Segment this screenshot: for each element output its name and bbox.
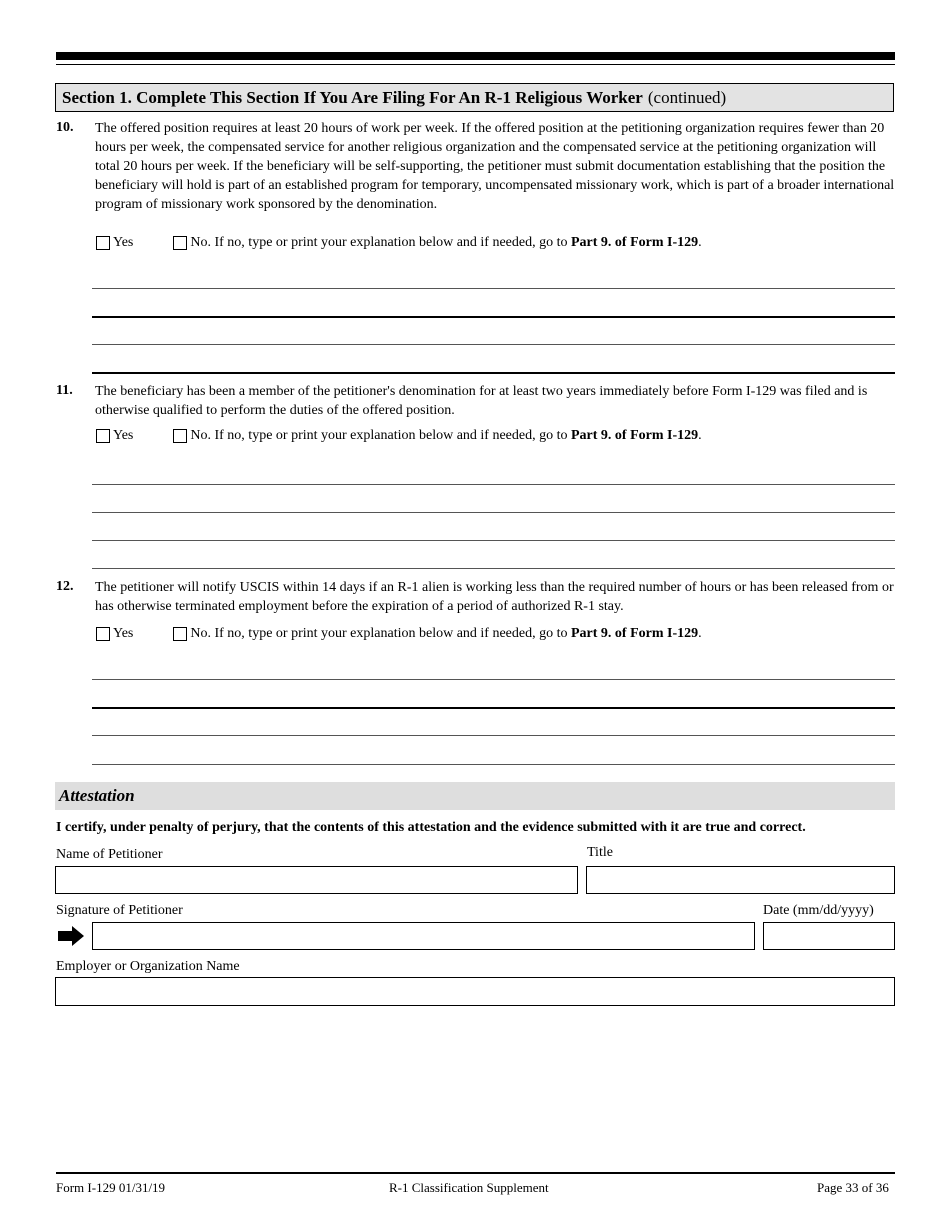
arrow-right-icon bbox=[58, 926, 84, 946]
q10-no-checkbox[interactable] bbox=[173, 236, 187, 250]
q12-explanation-line-3[interactable] bbox=[92, 735, 895, 736]
attestation-heading-bar bbox=[55, 782, 895, 810]
question-10-options bbox=[96, 234, 702, 252]
date-field[interactable] bbox=[763, 922, 895, 950]
q10-no-end: . bbox=[698, 235, 702, 250]
q10-yes-option[interactable] bbox=[96, 235, 133, 251]
q10-explanation-line-1[interactable] bbox=[92, 288, 895, 289]
q12-yes-label: Yes bbox=[113, 626, 134, 641]
q10-explanation-line-3[interactable] bbox=[92, 344, 895, 345]
q10-no-option[interactable] bbox=[173, 235, 701, 251]
q10-yes-checkbox[interactable] bbox=[96, 236, 110, 250]
q12-explanation-line-4[interactable] bbox=[92, 764, 895, 765]
q12-explanation-line-1[interactable] bbox=[92, 679, 895, 680]
q12-no-option[interactable] bbox=[173, 626, 701, 642]
q11-no-label: No. If no, type or print your explanation below and if needed, go to bbox=[190, 428, 568, 443]
footer-supplement-name: R-1 Classification Supplement bbox=[389, 1180, 549, 1195]
q12-explanation-line-2[interactable] bbox=[92, 707, 895, 709]
q11-explanation-line-3[interactable] bbox=[92, 540, 895, 541]
q12-yes-checkbox[interactable] bbox=[96, 627, 110, 641]
question-text-10: The offered position requires at least 20 hours of work per week. If the offered position at the petitioning organization requires fewer than 20 hours per week, the compensated service for another religious organization and the compensated service at the petitioning organization will total 20 hours per week. If the beneficiary will be self-supporting, the petitioner must submit documentation establishing that the position the beneficiary will hold is part of an established program for temporary, uncompensated missionary work, which is part of a broader international program of missionary work sponsored by the denomination. bbox=[95, 121, 895, 212]
section-title: Section 1. Complete This Section If You Are Filing For An R-1 Religious Worker bbox=[62, 87, 643, 107]
question-number-12: 12. bbox=[56, 579, 74, 594]
q12-no-end: . bbox=[698, 626, 702, 641]
q11-no-end: . bbox=[698, 428, 702, 443]
employer-name-field[interactable] bbox=[55, 977, 895, 1006]
q11-explanation-line-4[interactable] bbox=[92, 568, 895, 569]
q12-no-label: No. If no, type or print your explanation below and if needed, go to bbox=[190, 626, 568, 641]
q11-no-checkbox[interactable] bbox=[173, 429, 187, 443]
section-header bbox=[55, 83, 894, 112]
question-text-12: The petitioner will notify USCIS within 14 days if an R-1 alien is working less than the required number of hours or has been released from or has otherwise terminated employment before the expiration of a period of authorized R-1 stay. bbox=[95, 580, 894, 614]
top-thick-rule bbox=[56, 52, 895, 60]
question-11-options bbox=[96, 427, 702, 445]
name-of-petitioner-field[interactable] bbox=[55, 866, 578, 894]
certification-statement: I certify, under penalty of perjury, that the contents of this attestation and the evidence submitted with it are true and correct. bbox=[56, 820, 806, 835]
q12-no-checkbox[interactable] bbox=[173, 627, 187, 641]
name-of-petitioner-label: Name of Petitioner bbox=[56, 847, 163, 862]
q11-explanation-line-1[interactable] bbox=[92, 484, 895, 485]
footer-rule bbox=[56, 1172, 895, 1174]
q11-no-reference: Part 9. of Form I-129 bbox=[571, 428, 699, 443]
top-thin-rule bbox=[56, 64, 895, 65]
q11-yes-label: Yes bbox=[113, 428, 134, 443]
attestation-heading: Attestation bbox=[59, 786, 135, 805]
title-label: Title bbox=[587, 845, 613, 860]
q10-no-label: No. If no, type or print your explanation below and if needed, go to bbox=[190, 235, 568, 250]
footer-form-id: Form I-129 01/31/19 bbox=[56, 1180, 166, 1195]
employer-name-label: Employer or Organization Name bbox=[56, 959, 240, 974]
section-continued: (continued) bbox=[647, 87, 727, 107]
signature-label: Signature of Petitioner bbox=[56, 903, 183, 918]
q10-explanation-line-2[interactable] bbox=[92, 316, 895, 318]
q11-yes-checkbox[interactable] bbox=[96, 429, 110, 443]
footer-page-number: Page 33 of 36 bbox=[817, 1180, 889, 1195]
question-number-11: 11. bbox=[56, 383, 73, 398]
q10-explanation-line-4[interactable] bbox=[92, 372, 895, 374]
question-number-10: 10. bbox=[56, 120, 74, 135]
q10-no-reference: Part 9. of Form I-129 bbox=[571, 235, 699, 250]
date-label: Date (mm/dd/yyyy) bbox=[763, 903, 874, 918]
q12-no-reference: Part 9. of Form I-129 bbox=[571, 626, 699, 641]
q10-yes-label: Yes bbox=[113, 235, 134, 250]
q12-yes-option[interactable] bbox=[96, 626, 133, 642]
signature-field[interactable] bbox=[92, 922, 755, 950]
question-12-options bbox=[96, 625, 702, 643]
q11-no-option[interactable] bbox=[173, 428, 701, 444]
question-text-11: The beneficiary has been a member of the petitioner's denomination for at least two years immediately before Form I-129 was filed and is otherwise qualified to perform the duties of the offered position. bbox=[95, 384, 868, 418]
q11-explanation-line-2[interactable] bbox=[92, 512, 895, 513]
q11-yes-option[interactable] bbox=[96, 428, 133, 444]
title-field[interactable] bbox=[586, 866, 895, 894]
